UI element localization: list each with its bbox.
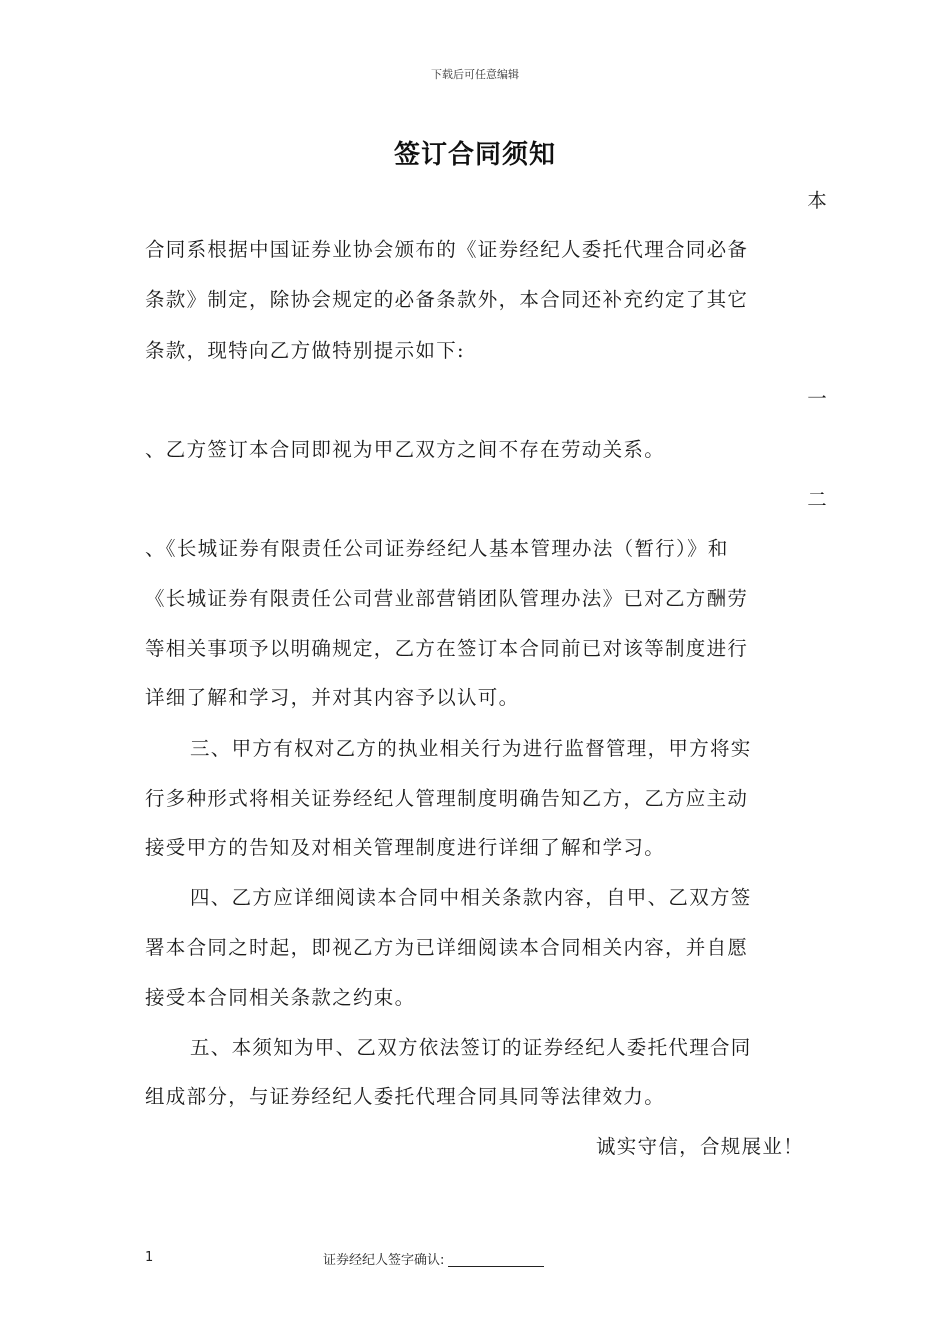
item5-line: 五、本须知为甲、乙双方依法签订的证券经纪人委托代理合同 [190, 1036, 752, 1059]
item4-line: 署本合同之时起，即视乙方为已详细阅读本合同相关内容，并自愿 [145, 936, 749, 959]
item1-numeral: 一 [807, 387, 828, 410]
item4-line: 四、乙方应详细阅读本合同中相关条款内容，自甲、乙双方签 [190, 886, 752, 909]
intro-line: 合同系根据中国证券业协会颁布的《证券经纪人委托代理合同必备 [145, 238, 749, 261]
item2-line: 详细了解和学习，并对其内容予以认可。 [145, 686, 520, 709]
item3-line: 接受甲方的告知及对相关管理制度进行详细了解和学习。 [145, 836, 666, 859]
intro-first-char: 本 [807, 189, 828, 212]
item2-line: 、《长城证券有限责任公司证券经纪人基本管理办法（暂行）》和 [145, 537, 729, 560]
motto: 诚实守信，合规展业！ [595, 1135, 804, 1158]
item2-line: 等相关事项予以明确规定，乙方在签订本合同前已对该等制度进行 [145, 637, 749, 660]
signature-label: 证券经纪人签字确认: [323, 1253, 445, 1268]
page-title: 签订合同须知 [393, 140, 556, 170]
item1-line: 、乙方签订本合同即视为甲乙双方之间不存在劳动关系。 [145, 438, 666, 461]
item2-numeral: 二 [807, 488, 828, 511]
intro-line: 条款》制定，除协会规定的必备条款外，本合同还补充约定了其它 [145, 288, 749, 311]
item4-line: 接受本合同相关条款之约束。 [145, 986, 416, 1009]
page-number: 1 [145, 1250, 154, 1265]
header-note: 下载后可任意编辑 [431, 68, 519, 81]
signature-line [323, 1249, 544, 1268]
item5-line: 组成部分，与证券经纪人委托代理合同具同等法律效力。 [145, 1085, 666, 1108]
intro-line: 条款，现特向乙方做特别提示如下: [145, 339, 465, 362]
item3-line: 行多种形式将相关证券经纪人管理制度明确告知乙方，乙方应主动 [145, 787, 749, 810]
item2-line: 《长城证券有限责任公司营业部营销团队管理办法》已对乙方酬劳 [145, 587, 749, 610]
item3-line: 三、甲方有权对乙方的执业相关行为进行监督管理，甲方将实 [190, 737, 752, 760]
signature-blank [448, 1252, 544, 1267]
